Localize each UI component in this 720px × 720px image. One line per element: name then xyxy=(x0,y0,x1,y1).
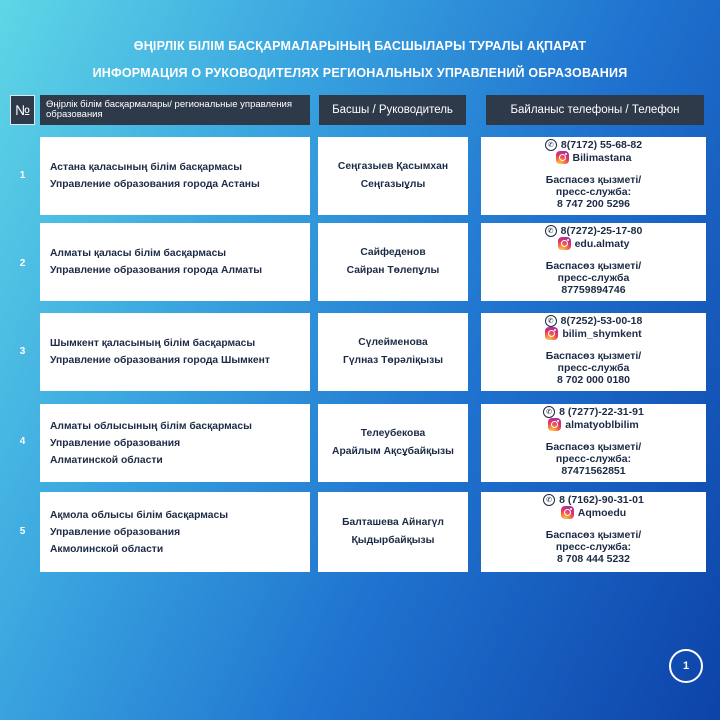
row-number: 1 xyxy=(19,170,26,181)
phone-icon: ✆ xyxy=(545,225,557,237)
instagram-handle[interactable]: Aqmoedu xyxy=(577,506,627,519)
instagram-handle[interactable]: bilim_shymkent xyxy=(562,327,642,340)
head-name-line: Арайлым Ақсұбайқызы xyxy=(332,446,454,457)
title-kz: ӨҢІРЛІК БІЛІМ БАСҚАРМАЛАРЫНЫҢ БАСШЫЛАРЫ ТУРАЛЫ АҚПАРАТ xyxy=(133,39,587,53)
organization-line: Алматы облысының білім басқармасы xyxy=(50,420,252,432)
head-name-line: Гүлназ Төрәліқызы xyxy=(342,355,443,366)
head-cell xyxy=(318,223,468,301)
row-number: 3 xyxy=(19,346,26,357)
press-label: пресс-служба xyxy=(557,272,630,284)
organization-cell xyxy=(40,404,310,482)
instagram-line xyxy=(561,506,626,519)
header-phone: Байланыс телефоны / Телефон xyxy=(486,95,704,125)
table-row xyxy=(0,313,720,391)
row-number: 2 xyxy=(19,258,26,269)
contact-cell xyxy=(481,404,706,482)
instagram-icon xyxy=(561,506,574,519)
contact-cell xyxy=(481,313,706,391)
header-organization: Өңірлік білім басқармалары/ региональные управления образования xyxy=(40,95,310,125)
head-name-line: Қыдырбайқызы xyxy=(351,535,435,546)
head-name-line: Балташева Айнагүл xyxy=(342,517,444,528)
organization-line: Управление образования xyxy=(50,526,181,538)
press-label: Баспасөз қызметі/ xyxy=(545,350,642,362)
phone-number[interactable]: 8(7252)-53-00-18 xyxy=(560,315,643,327)
header-number: № xyxy=(10,95,35,125)
organization-line: Управление образования города Шымкент xyxy=(50,355,270,366)
press-service xyxy=(546,260,641,296)
head-cell xyxy=(318,313,468,391)
press-phone[interactable]: 87471562851 xyxy=(561,465,626,477)
press-label: пресс-служба: xyxy=(555,453,632,465)
press-phone[interactable]: 8 708 444 5232 xyxy=(557,553,630,565)
organization-line: Ақмола облысы білім басқармасы xyxy=(50,509,229,521)
press-phone[interactable]: 8 702 000 0180 xyxy=(557,374,630,386)
press-label: Баспасөз қызметі/ xyxy=(545,174,642,186)
organization-line: Шымкент қаласының білім басқармасы xyxy=(50,338,256,349)
contact-cell xyxy=(481,137,706,215)
row-number: 4 xyxy=(19,436,26,447)
instagram-icon xyxy=(548,418,561,431)
instagram-line xyxy=(558,237,630,250)
press-label: Баспасөз қызметі/ xyxy=(545,529,642,541)
head-cell xyxy=(318,492,468,572)
phone-line xyxy=(545,225,643,237)
phone-number[interactable]: 8(7172) 55-68-82 xyxy=(560,139,643,151)
organization-line: Алматинской области xyxy=(50,454,163,466)
head-name-line: Сеңгазыев Қасымхан xyxy=(337,161,449,172)
organization-line: Управление образования города Алматы xyxy=(50,265,263,276)
phone-line xyxy=(543,406,644,418)
organization-cell xyxy=(40,223,310,301)
phone-number[interactable]: 8 (7277)-22-31-91 xyxy=(559,406,644,418)
table-row xyxy=(0,492,720,572)
head-cell xyxy=(318,404,468,482)
press-label: пресс-служба xyxy=(557,362,630,374)
head-name-line: Сайфеденов xyxy=(360,247,426,258)
instagram-icon xyxy=(558,237,571,250)
instagram-handle[interactable]: edu.almaty xyxy=(574,237,630,250)
press-service xyxy=(546,529,641,565)
instagram-icon xyxy=(556,151,569,164)
head-name-line: Сайран Төлепұлы xyxy=(346,265,440,276)
instagram-handle[interactable]: almatyoblbilim xyxy=(565,418,639,431)
organization-line: Управление образования xyxy=(50,437,181,449)
head-name-line: Сүлейменова xyxy=(358,337,428,348)
row-number: 5 xyxy=(19,526,26,537)
organization-line: Акмолинской области xyxy=(50,543,164,555)
press-label: пресс-служба: xyxy=(555,186,632,198)
table-row xyxy=(0,137,720,215)
phone-line xyxy=(543,494,644,506)
instagram-icon xyxy=(545,327,558,340)
organization-cell xyxy=(40,137,310,215)
phone-icon: ✆ xyxy=(545,139,557,151)
press-service xyxy=(546,350,641,386)
instagram-line xyxy=(545,327,641,340)
press-label: пресс-служба: xyxy=(555,541,632,553)
table-row xyxy=(0,223,720,301)
organization-line: Астана қаласының білім басқармасы xyxy=(50,162,243,173)
table-row xyxy=(0,404,720,482)
header-head: Басшы / Руководитель xyxy=(319,95,466,125)
head-cell xyxy=(318,137,468,215)
instagram-line xyxy=(556,151,632,164)
contact-cell xyxy=(481,492,706,572)
press-service xyxy=(546,441,641,477)
page-number: 1 xyxy=(669,649,703,683)
instagram-handle[interactable]: Bilimastana xyxy=(572,151,632,164)
phone-line xyxy=(545,315,643,327)
phone-line xyxy=(545,139,642,151)
phone-icon: ✆ xyxy=(543,406,555,418)
phone-icon: ✆ xyxy=(545,315,557,327)
head-name-line: Телеубекова xyxy=(360,428,426,439)
phone-number[interactable]: 8(7272)-25-17-80 xyxy=(560,225,643,237)
press-label: Баспасөз қызметі/ xyxy=(545,441,642,453)
contact-cell xyxy=(481,223,706,301)
press-phone[interactable]: 87759894746 xyxy=(561,284,626,296)
head-name-line: Сеңгазыұлы xyxy=(360,179,426,190)
phone-number[interactable]: 8 (7162)-90-31-01 xyxy=(559,494,644,506)
organization-line: Управление образования города Астаны xyxy=(50,179,260,190)
press-label: Баспасөз қызметі/ xyxy=(545,260,642,272)
organization-line: Алматы қаласы білім басқармасы xyxy=(50,248,227,259)
organization-cell xyxy=(40,492,310,572)
organization-cell xyxy=(40,313,310,391)
press-phone[interactable]: 8 747 200 5296 xyxy=(557,198,630,210)
title-ru: ИНФОРМАЦИЯ О РУКОВОДИТЕЛЯХ РЕГИОНАЛЬНЫХ УПРАВЛЕНИЙ ОБРАЗОВАНИЯ xyxy=(92,66,628,80)
instagram-line xyxy=(548,418,639,431)
phone-icon: ✆ xyxy=(543,494,555,506)
press-service xyxy=(546,174,641,210)
